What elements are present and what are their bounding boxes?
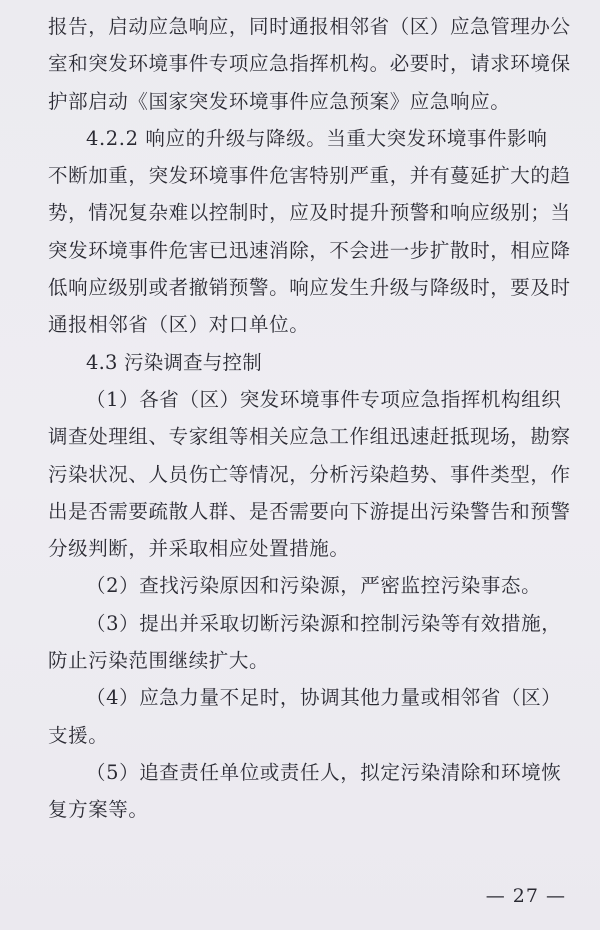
text-line: 室和突发环境事件专项应急指挥机构。必要时，请求环境保 [48,52,571,76]
section-heading-4-2-2: 4.2.2 响应的升级与降级。当重大突发环境事件影响 [86,126,548,150]
list-item-3: （3）提出并采取切断污染源和控制污染等有效措施， [86,611,562,635]
text-line: 出是否需要疏散人群、是否需要向下游提出污染警告和预警 [48,499,571,523]
list-item-5: （5）追查责任单位或责任人，拟定污染清除和环境恢 [86,760,562,784]
list-item-2: （2）查找污染原因和污染源，严密监控污染事态。 [86,574,542,598]
text-line: 势，情况复杂难以控制时，应及时提升预警和响应级别；当 [48,201,571,225]
text-line: 报告，启动应急响应，同时通报相邻省（区）应急管理办公 [48,15,571,38]
list-item-1: （1）各省（区）突发环境事件专项应急指挥机构组织 [86,387,562,411]
text-line: 分级判断，并采取相应处置措施。 [48,537,350,561]
section-heading-4-3: 4.3 污染调查与控制 [86,350,262,374]
text-line: 支援。 [48,723,109,747]
text-line: 通报相邻省（区）对口单位。 [48,313,310,337]
text-line: 防止污染范围继续扩大。 [48,649,270,673]
text-line: 污染状况、人员伤亡等情况，分析污染趋势、事件类型，作 [48,462,571,486]
body-text [48,8,571,829]
text-line: 低响应级别或者撤销预警。响应发生升级与降级时，要及时 [48,276,571,300]
text-line: 护部启动《国家突发环境事件应急预案》应急响应。 [48,89,511,113]
list-item-4: （4）应急力量不足时，协调其他力量或相邻省（区） [86,686,562,710]
text-line: 调查处理组、专家组等相关应急工作组迅速赶抵现场，勘察 [48,425,571,449]
text-line: 突发环境事件危害已迅速消除，不会进一步扩散时，相应降 [48,238,571,262]
page-number: — 27 — [485,885,566,907]
text-line: 不断加重，突发环境事件危害特别严重，并有蔓延扩大的趋 [48,164,571,188]
text-line: 复方案等。 [48,798,149,822]
